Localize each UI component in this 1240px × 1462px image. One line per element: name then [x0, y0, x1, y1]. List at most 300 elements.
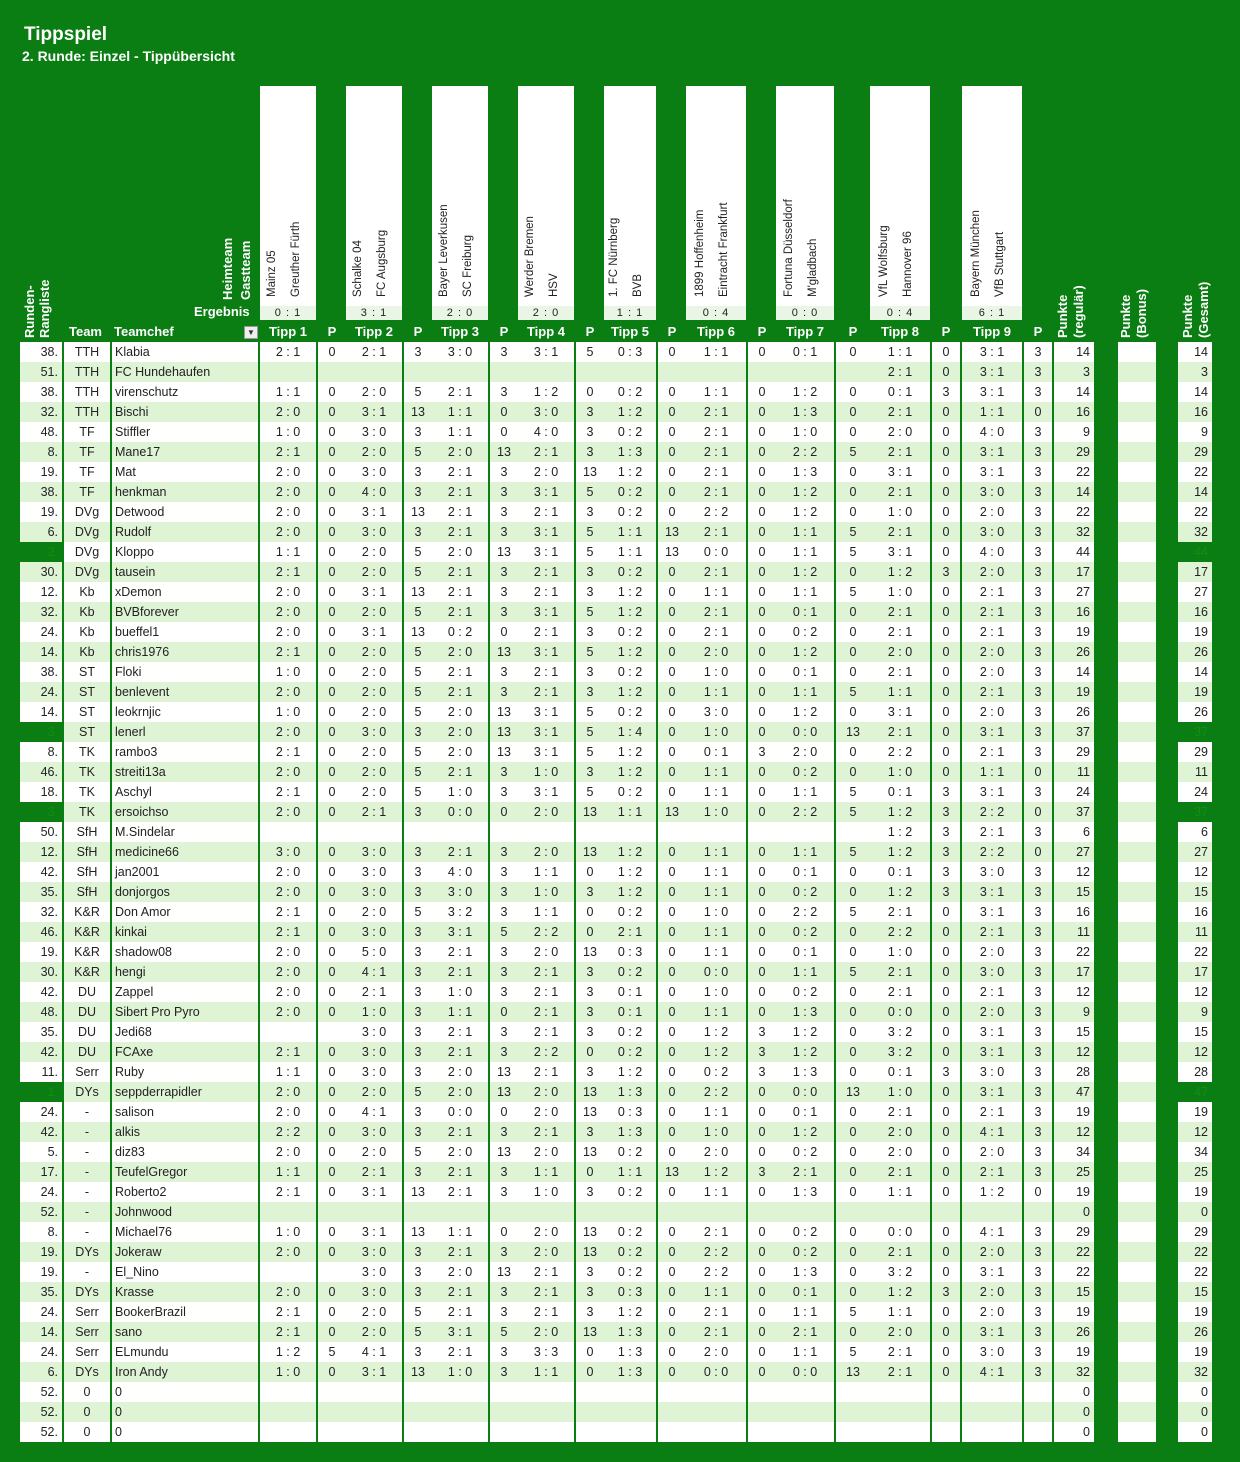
tipp-cell: 1 : 2	[604, 602, 656, 622]
tipp-cell: 2 : 1	[518, 682, 574, 702]
team-cell: DVg	[64, 562, 110, 582]
tipp-cell: 2 : 0	[432, 722, 488, 742]
teamchef-cell: El_Nino	[112, 1262, 258, 1282]
tipp-cell: 2 : 1	[962, 582, 1022, 602]
rank-cell: 50.	[20, 822, 62, 842]
tipp-points-cell: 0	[318, 1002, 346, 1022]
team-cell: -	[64, 1222, 110, 1242]
tipp-points-cell: 0	[748, 542, 776, 562]
tipp-cell: 3 : 1	[346, 582, 402, 602]
table-row	[0, 1142, 1240, 1162]
points-bonus-cell	[1118, 1362, 1156, 1382]
tipp-cell: 2 : 1	[432, 1162, 488, 1182]
table-row	[0, 642, 1240, 662]
tipp-cell: 2 : 1	[870, 402, 930, 422]
tipp-points-cell: 3	[490, 1182, 518, 1202]
points-total-cell: 27	[1178, 842, 1212, 862]
team-cell: K&R	[64, 962, 110, 982]
teamchef-cell: virenschutz	[112, 382, 258, 402]
tipp-cell: 2 : 1	[432, 1042, 488, 1062]
tipp-cell: 2 : 1	[686, 1302, 746, 1322]
tipp-points-cell: 0	[932, 1002, 960, 1022]
tipp-points-cell: 13	[576, 842, 604, 862]
tipp-points-cell: 5	[576, 482, 604, 502]
tipp-table	[0, 342, 1240, 1442]
tipp-points-cell: 0	[836, 982, 870, 1002]
tipp-points-cell: 3	[576, 682, 604, 702]
table-row	[0, 962, 1240, 982]
rank-cell: 19.	[20, 1242, 62, 1262]
tipp-points-cell: 0	[932, 502, 960, 522]
tipp-points-cell: 3	[404, 1122, 432, 1142]
points-bonus-cell	[1118, 1122, 1156, 1142]
rank-cell: 52.	[20, 1202, 62, 1222]
tipp-cell: 1 : 1	[776, 522, 834, 542]
team-cell: Serr	[64, 1322, 110, 1342]
tipp-cell: 1 : 1	[686, 1182, 746, 1202]
tipp-cell: 1 : 0	[686, 982, 746, 1002]
tipp-cell: 1 : 2	[870, 562, 930, 582]
tipp-cell	[604, 822, 656, 842]
tipp-cell: 0 : 2	[776, 1222, 834, 1242]
points-total-cell: 37	[1178, 802, 1212, 822]
rank-cell: 46.	[20, 922, 62, 942]
team-cell: SfH	[64, 842, 110, 862]
points-total-cell: 32	[1178, 1362, 1212, 1382]
tipp-cell: 1 : 1	[432, 402, 488, 422]
tipp-points-cell: 0	[318, 882, 346, 902]
tipp-cell: 0 : 1	[686, 742, 746, 762]
points-total-cell: 17	[1178, 962, 1212, 982]
tipp-points-cell: 0	[318, 442, 346, 462]
tipp-cell: 3 : 0	[346, 422, 402, 442]
tipp-points-cell: 3	[1024, 982, 1052, 1002]
team-header: Team	[69, 324, 102, 339]
tipp-points-cell: 0	[748, 1262, 776, 1282]
tipp-cell: 1 : 2	[870, 882, 930, 902]
points-total-cell: 14	[1178, 342, 1212, 362]
tipp-points-cell: 3	[490, 682, 518, 702]
tipp-cell: 1 : 2	[686, 1042, 746, 1062]
tipp-cell: 1 : 1	[962, 762, 1022, 782]
tipp-points-cell: 5	[404, 1322, 432, 1342]
tipp-points-cell: 0	[658, 422, 686, 442]
tipp-points-cell: 0	[932, 722, 960, 742]
tipp-points-cell: 0	[576, 862, 604, 882]
tipp-cell	[686, 1202, 746, 1222]
tipp-points-cell: 0	[318, 1082, 346, 1102]
tipp-cell: 2 : 0	[346, 902, 402, 922]
tipp-points-cell: 3	[1024, 862, 1052, 882]
teamchef-cell: benlevent	[112, 682, 258, 702]
table-row	[0, 802, 1240, 822]
tipp-points-cell: 0	[318, 1362, 346, 1382]
away-team-label: M'gladbach	[807, 238, 819, 297]
tipp-cell: 0 : 2	[604, 622, 656, 642]
tipp-points-cell: 3	[490, 502, 518, 522]
tipp-points-cell: 3	[576, 1122, 604, 1142]
team-cell: Kb	[64, 582, 110, 602]
tipp-cell: 3 : 1	[346, 402, 402, 422]
points-total-cell: 16	[1178, 602, 1212, 622]
tipp-points-cell: 0	[658, 402, 686, 422]
tipp-cell: 2 : 0	[432, 542, 488, 562]
tipp-cell: 1 : 2	[604, 842, 656, 862]
rank-cell: 1.	[20, 1082, 62, 1102]
away-team-label: Hannover 96	[902, 231, 914, 297]
match-result: 0 : 4	[870, 306, 930, 320]
tipp-points-cell: 0	[836, 562, 870, 582]
tipp-points-cell: 0	[658, 462, 686, 482]
points-bonus-cell	[1118, 1202, 1156, 1222]
tipp-points-cell: 0	[836, 762, 870, 782]
points-regular-cell: 16	[1054, 402, 1094, 422]
tipp-points-cell: 0	[318, 1182, 346, 1202]
tipp-cell: 2 : 1	[686, 422, 746, 442]
tipp-points-cell: 0	[490, 402, 518, 422]
tipp-cell: 2 : 1	[962, 1102, 1022, 1122]
tipp-cell: 2 : 0	[346, 602, 402, 622]
table-row	[0, 1402, 1240, 1422]
home-team-label: VfL Wolfsburg	[878, 225, 890, 297]
points-bonus-cell	[1118, 502, 1156, 522]
tipp-cell	[686, 362, 746, 382]
tipp-cell: 1 : 2	[776, 1122, 834, 1142]
points-regular-cell: 12	[1054, 862, 1094, 882]
tipp-points-cell: 5	[836, 442, 870, 462]
points-total-cell: 26	[1178, 1322, 1212, 1342]
tipp-points-cell: 3	[576, 1182, 604, 1202]
tipp-cell: 2 : 0	[346, 442, 402, 462]
tipp-points-cell: 3	[490, 862, 518, 882]
tipp-points-cell: 0	[932, 922, 960, 942]
tipp-points-cell: 3	[490, 462, 518, 482]
teamchef-cell: Zappel	[112, 982, 258, 1002]
tipp-points-cell: 0	[1024, 802, 1052, 822]
tipp-points-cell: 13	[490, 642, 518, 662]
tipp-points-cell: 0	[576, 382, 604, 402]
teamchef-cell: Bischi	[112, 402, 258, 422]
points-bonus-cell	[1118, 362, 1156, 382]
tipp-cell: 1 : 1	[686, 1282, 746, 1302]
tipp-cell: 3 : 1	[962, 1322, 1022, 1342]
tipp-cell: 3 : 0	[686, 702, 746, 722]
tipp-cell: 1 : 2	[604, 1062, 656, 1082]
tipp-points-cell: 3	[490, 582, 518, 602]
tipp-cell: 3 : 2	[432, 902, 488, 922]
tipp-cell: 2 : 0	[686, 1342, 746, 1362]
team-cell: K&R	[64, 922, 110, 942]
tipp-points-cell: 0	[658, 382, 686, 402]
tipp-cell: 1 : 2	[776, 502, 834, 522]
tipp-cell	[518, 822, 574, 842]
points-bonus-cell	[1118, 442, 1156, 462]
tipp-points-cell: 0	[836, 922, 870, 942]
tipp-cell: 2 : 1	[260, 562, 316, 582]
tipp-points-cell: 3	[1024, 882, 1052, 902]
tipp-cell: 3 : 0	[962, 1342, 1022, 1362]
tipp-points-cell: 0	[932, 662, 960, 682]
tipp-points-cell: 3	[1024, 1222, 1052, 1242]
punkte-regulaer-header: Punkte (regulär)	[1055, 285, 1086, 338]
rank-cell: 24.	[20, 682, 62, 702]
tipp-cell: 2 : 1	[870, 662, 930, 682]
rank-cell: 52.	[20, 1402, 62, 1422]
tipp-points-cell: 3	[1024, 362, 1052, 382]
tipp-cell: 2 : 1	[870, 962, 930, 982]
tipp-cell: 0 : 2	[604, 902, 656, 922]
table-row	[0, 1222, 1240, 1242]
tipp-cell: 2 : 0	[962, 1282, 1022, 1302]
tipp-points-cell: 5	[404, 742, 432, 762]
rank-cell: 17.	[20, 1162, 62, 1182]
tipp-cell: 1 : 3	[604, 1122, 656, 1142]
team-cell: 0	[64, 1402, 110, 1422]
match-result: 2 : 0	[432, 306, 488, 320]
tipp-points-cell: 5	[576, 602, 604, 622]
tipp-cell: 2 : 1	[870, 1242, 930, 1262]
tipp-cell	[604, 362, 656, 382]
team-cell: 0	[64, 1422, 110, 1442]
points-regular-cell: 22	[1054, 1262, 1094, 1282]
points-total-cell: 3	[1178, 362, 1212, 382]
tipp-points-cell	[658, 1382, 686, 1402]
tipp-points-cell: 13	[576, 1142, 604, 1162]
tipp-cell: 1 : 2	[260, 1342, 316, 1362]
tipp-points-cell: 3	[404, 522, 432, 542]
tipp-points-cell: 0	[1024, 402, 1052, 422]
tipp-cell: 1 : 0	[260, 422, 316, 442]
tipp-points-cell: 0	[748, 662, 776, 682]
tipp-points-cell: 0	[748, 522, 776, 542]
points-total-cell: 12	[1178, 1042, 1212, 1062]
tipp-points-cell	[404, 362, 432, 382]
rank-cell: 14.	[20, 702, 62, 722]
tipp-points-cell	[836, 362, 870, 382]
teamchef-header: Teamchef	[114, 324, 174, 339]
tipp-points-cell: 5	[404, 782, 432, 802]
tipp-points-cell: 5	[404, 562, 432, 582]
away-team-label: HSV	[548, 273, 560, 297]
tipp-points-cell: 0	[748, 462, 776, 482]
points-bonus-cell	[1118, 942, 1156, 962]
tipp-cell	[604, 1402, 656, 1422]
points-regular-cell: 34	[1054, 1142, 1094, 1162]
rank-cell: 42.	[20, 1122, 62, 1142]
tipp-cell: 1 : 1	[686, 842, 746, 862]
tipp-cell: 1 : 3	[776, 1062, 834, 1082]
teamchef-cell: 0	[112, 1382, 258, 1402]
tipp-cell	[260, 1422, 316, 1442]
points-header: P	[585, 324, 595, 339]
tipp-cell: 1 : 1	[686, 1102, 746, 1122]
team-cell: TTH	[64, 362, 110, 382]
tipp-points-cell: 5	[576, 742, 604, 762]
points-total-cell: 0	[1178, 1422, 1212, 1442]
tipp-cell	[518, 1402, 574, 1422]
tipp-cell: 2 : 1	[776, 1322, 834, 1342]
tipp-cell: 2 : 0	[260, 622, 316, 642]
tipp-points-cell: 3	[490, 1022, 518, 1042]
teamchef-cell: Roberto2	[112, 1182, 258, 1202]
tipp-points-cell: 3	[1024, 742, 1052, 762]
tipp-points-cell: 0	[932, 1042, 960, 1062]
tipp-points-cell: 3	[490, 1042, 518, 1062]
tipp-cell: 2 : 2	[686, 502, 746, 522]
tipp-points-cell: 0	[836, 1162, 870, 1182]
tipp-cell: 2 : 0	[870, 1142, 930, 1162]
tipp-cell: 0 : 2	[432, 622, 488, 642]
team-cell: Kb	[64, 602, 110, 622]
tipp-points-cell: 3	[576, 1022, 604, 1042]
points-regular-cell: 11	[1054, 922, 1094, 942]
tipp-cell: 2 : 1	[518, 1262, 574, 1282]
tipp-points-cell: 5	[404, 542, 432, 562]
tipp-points-cell: 0	[748, 342, 776, 362]
tipp-points-cell	[932, 1202, 960, 1222]
points-bonus-cell	[1118, 622, 1156, 642]
tipp-points-cell	[1024, 1422, 1052, 1442]
tipp-cell: 2 : 1	[604, 922, 656, 942]
rank-cell: 14.	[20, 1322, 62, 1342]
teamchef-cell: Detwood	[112, 502, 258, 522]
tipp-cell: 0 : 2	[604, 502, 656, 522]
table-row	[0, 362, 1240, 382]
points-regular-cell: 26	[1054, 702, 1094, 722]
rank-cell: 38.	[20, 382, 62, 402]
tipp-points-cell: 0	[658, 502, 686, 522]
tipp-points-cell: 0	[318, 642, 346, 662]
points-bonus-cell	[1118, 402, 1156, 422]
home-team-label: 1899 Hoffenheim	[694, 209, 706, 297]
tipp-points-cell: 0	[318, 622, 346, 642]
tipp-points-cell: 0	[836, 642, 870, 662]
tipp-cell: 2 : 2	[776, 902, 834, 922]
tipp-points-cell: 0	[836, 1142, 870, 1162]
tipp-cell: 2 : 1	[432, 1022, 488, 1042]
points-total-cell: 17	[1178, 562, 1212, 582]
tipp-points-cell: 3	[490, 562, 518, 582]
tipp-points-cell: 3	[576, 1262, 604, 1282]
rank-cell: 38.	[20, 662, 62, 682]
table-row	[0, 422, 1240, 442]
rank-cell: 24.	[20, 1182, 62, 1202]
tipp-cell: 0 : 2	[776, 622, 834, 642]
tipp-points-cell: 0	[318, 762, 346, 782]
rank-cell: 24.	[20, 1102, 62, 1122]
points-header: P	[757, 324, 767, 339]
tipp-cell: 3 : 0	[432, 882, 488, 902]
tipp-cell: 1 : 0	[518, 1182, 574, 1202]
rank-cell: 3.	[20, 722, 62, 742]
tipp-points-cell: 3	[404, 842, 432, 862]
tipp-points-cell: 0	[836, 382, 870, 402]
tipp-points-cell: 0	[318, 1162, 346, 1182]
tipp-cell: 1 : 3	[776, 1262, 834, 1282]
teamchef-cell: Kloppo	[112, 542, 258, 562]
tipp-points-cell: 0	[932, 1262, 960, 1282]
points-regular-cell: 6	[1054, 822, 1094, 842]
tipp-points-cell: 5	[576, 522, 604, 542]
tipp-cell: 2 : 1	[962, 622, 1022, 642]
filter-dropdown-icon[interactable]: ▼	[244, 326, 258, 339]
tipp-points-cell: 0	[576, 1162, 604, 1182]
tipp-cell: 2 : 1	[518, 1002, 574, 1022]
teamchef-cell: Klabia	[112, 342, 258, 362]
tipp-points-cell: 3	[404, 482, 432, 502]
tipp-points-cell: 0	[748, 762, 776, 782]
points-bonus-cell	[1118, 722, 1156, 742]
tipp-cell: 1 : 1	[518, 902, 574, 922]
punkte-gesamt-header: Punkte (Gesamt)	[1180, 281, 1211, 338]
tipp-cell: 0 : 3	[604, 1282, 656, 1302]
tipp-cell: 2 : 1	[260, 442, 316, 462]
tipp-header: Tipp 1	[268, 324, 308, 339]
tipp-cell: 2 : 1	[776, 1162, 834, 1182]
team-cell: DU	[64, 982, 110, 1002]
team-cell: Serr	[64, 1302, 110, 1322]
tipp-cell: 2 : 1	[518, 962, 574, 982]
tipp-cell: 1 : 2	[604, 882, 656, 902]
tipp-cell: 2 : 0	[346, 642, 402, 662]
tipp-points-cell: 0	[658, 1062, 686, 1082]
tipp-cell: 0 : 0	[776, 722, 834, 742]
tipp-cell: 0 : 1	[870, 862, 930, 882]
tipp-points-cell: 3	[490, 662, 518, 682]
points-regular-cell: 14	[1054, 382, 1094, 402]
tipp-cell: 0 : 2	[604, 482, 656, 502]
teamchef-cell: Jedi68	[112, 1022, 258, 1042]
tipp-cell: 3 : 0	[962, 862, 1022, 882]
points-regular-cell: 22	[1054, 502, 1094, 522]
tipp-cell: 1 : 1	[686, 682, 746, 702]
tipp-points-cell: 0	[932, 482, 960, 502]
team-cell: ST	[64, 682, 110, 702]
tipp-points-cell: 0	[658, 922, 686, 942]
tipp-cell: 0 : 1	[870, 782, 930, 802]
tipp-points-cell: 0	[748, 902, 776, 922]
home-team-label: 1. FC Nürnberg	[608, 217, 620, 297]
tipp-points-cell: 3	[490, 382, 518, 402]
points-total-cell: 22	[1178, 942, 1212, 962]
tipp-points-cell: 0	[836, 602, 870, 622]
teamchef-cell: alkis	[112, 1122, 258, 1142]
rank-cell: 32.	[20, 902, 62, 922]
points-regular-cell: 14	[1054, 482, 1094, 502]
rank-cell: 52.	[20, 1382, 62, 1402]
tipp-points-cell: 0	[748, 582, 776, 602]
teamchef-cell: hengi	[112, 962, 258, 982]
teamchef-cell: medicine66	[112, 842, 258, 862]
teamchef-cell: Johnwood	[112, 1202, 258, 1222]
tipp-points-cell: 3	[404, 342, 432, 362]
tipp-cell: 1 : 2	[686, 1022, 746, 1042]
tipp-cell: 0 : 3	[604, 1102, 656, 1122]
tipp-cell: 1 : 2	[604, 742, 656, 762]
tipp-cell: 0 : 1	[776, 942, 834, 962]
tipp-cell: 5 : 0	[346, 942, 402, 962]
tipp-points-cell: 3	[1024, 722, 1052, 742]
match-result: 0 : 4	[686, 306, 746, 320]
tipp-cell: 2 : 1	[518, 582, 574, 602]
table-row	[0, 342, 1240, 362]
game-header-8	[870, 86, 930, 319]
tipp-points-cell	[1024, 1382, 1052, 1402]
tipp-cell	[870, 1402, 930, 1422]
rank-cell: 48.	[20, 1002, 62, 1022]
tipp-cell: 2 : 0	[346, 1142, 402, 1162]
tipp-cell	[686, 1382, 746, 1402]
